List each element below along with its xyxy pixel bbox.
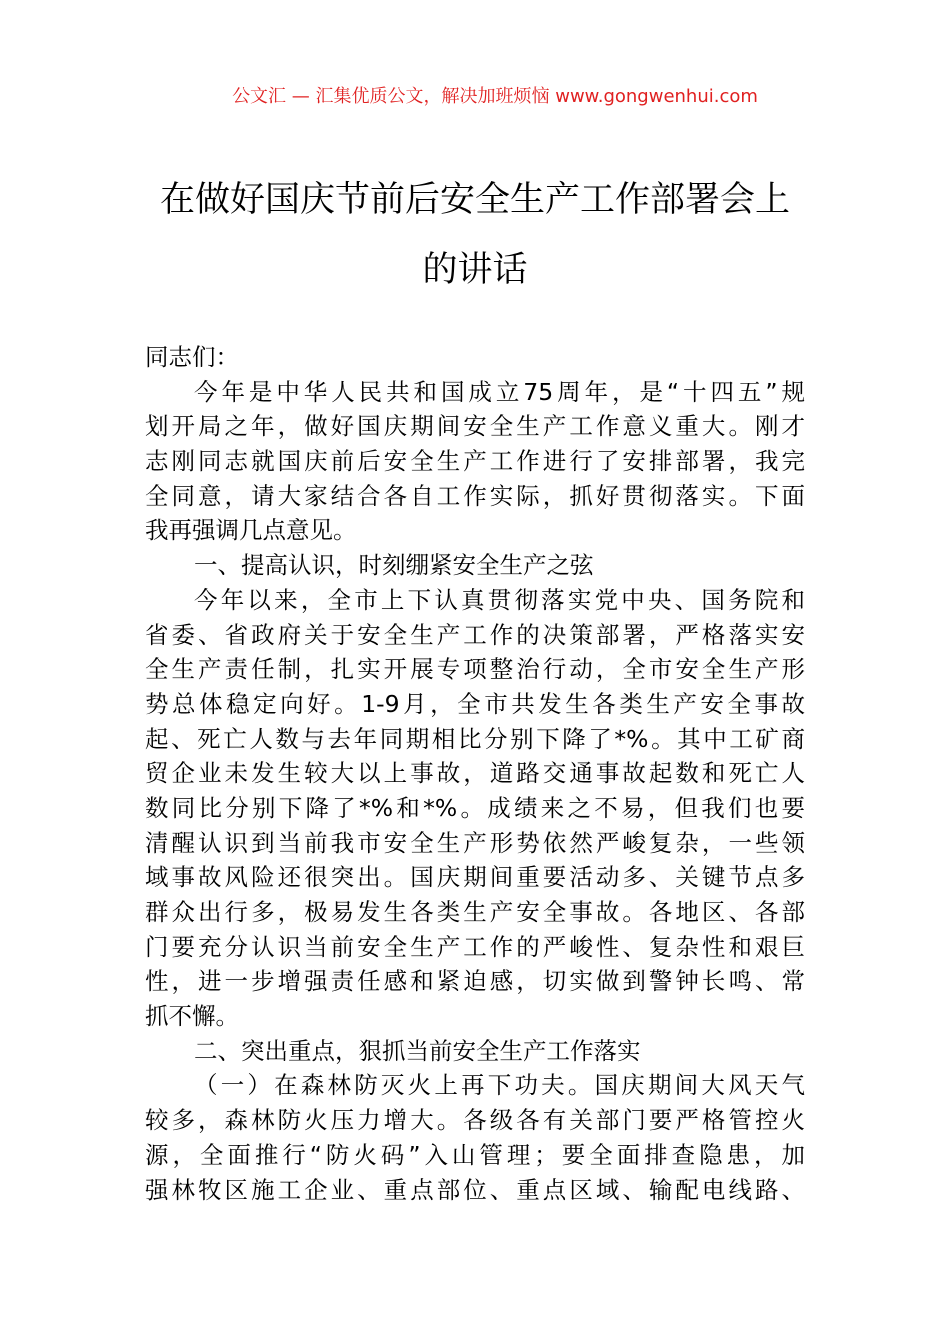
text-line: 全同意，请大家结合各自工作实际，抓好贯彻落实。下面 xyxy=(145,481,805,510)
text-line: 二、突出重点，狠抓当前安全生产工作落实 xyxy=(194,1036,641,1065)
text-line: 省委、省政府关于安全生产工作的决策部署，严格落实安 xyxy=(145,620,805,649)
text-line: 起、死亡人数与去年同期相比分别下降了*%。其中工矿商 xyxy=(145,724,805,753)
text-line: 势总体稳定向好。1-9月，全市共发生各类生产安全事故 xyxy=(145,689,805,718)
text-line: 今年是中华人民共和国成立75周年，是“十四五”规 xyxy=(194,377,805,406)
text-line: 数同比分别下降了*%和*%。成绩来之不易，但我们也要 xyxy=(145,793,805,822)
text-line: 抓不懈。 xyxy=(145,1002,239,1031)
text-line: 域事故风险还很突出。国庆期间重要活动多、关键节点多 xyxy=(145,863,805,892)
document-title-line-2: 的讲话 xyxy=(422,250,528,290)
text-line: 今年以来，全市上下认真贯彻落实党中央、国务院和 xyxy=(194,585,805,614)
text-line: 全生产责任制，扎实开展专项整治行动，全市安全生产形 xyxy=(145,655,805,684)
text-line: 强林牧区施工企业、重点部位、重点区域、输配电线路、 xyxy=(145,1175,805,1204)
text-line: 门要充分认识当前安全生产工作的严峻性、复杂性和艰巨 xyxy=(145,932,805,961)
text-line: 清醒认识到当前我市安全生产形势依然严峻复杂，一些领 xyxy=(145,828,805,857)
text-line: 贸企业未发生较大以上事故，道路交通事故起数和死亡人 xyxy=(145,759,805,788)
text-line: 一、提高认识，时刻绷紧安全生产之弦 xyxy=(194,551,594,580)
document-body xyxy=(145,340,805,1207)
text-line: 较多，森林防火压力增大。各级各有关部门要严格管控火 xyxy=(145,1106,805,1135)
text-line: 志刚同志就国庆前后安全生产工作进行了安排部署，我完 xyxy=(145,447,805,476)
text-line: 同志们： xyxy=(145,343,239,371)
text-line: 我再强调几点意见。 xyxy=(145,516,357,545)
watermark-banner: 公文汇 — 汇集优质公文，解决加班烦恼 www.gongwenhui.com xyxy=(232,86,758,107)
text-line: 划开局之年，做好国庆期间安全生产工作意义重大。刚才 xyxy=(145,412,805,441)
document-title-line-1: 在做好国庆节前后安全生产工作部署会上 xyxy=(159,180,790,220)
text-line: 性，进一步增强责任感和紧迫感，切实做到警钟长鸣、常 xyxy=(145,967,805,996)
text-line: 群众出行多，极易发生各类生产安全事故。各地区、各部 xyxy=(145,898,805,926)
text-line: 源，全面推行“防火码”入山管理；要全面排查隐患，加 xyxy=(145,1140,805,1169)
text-line: （一）在森林防灭火上再下功夫。国庆期间大风天气 xyxy=(194,1071,805,1100)
